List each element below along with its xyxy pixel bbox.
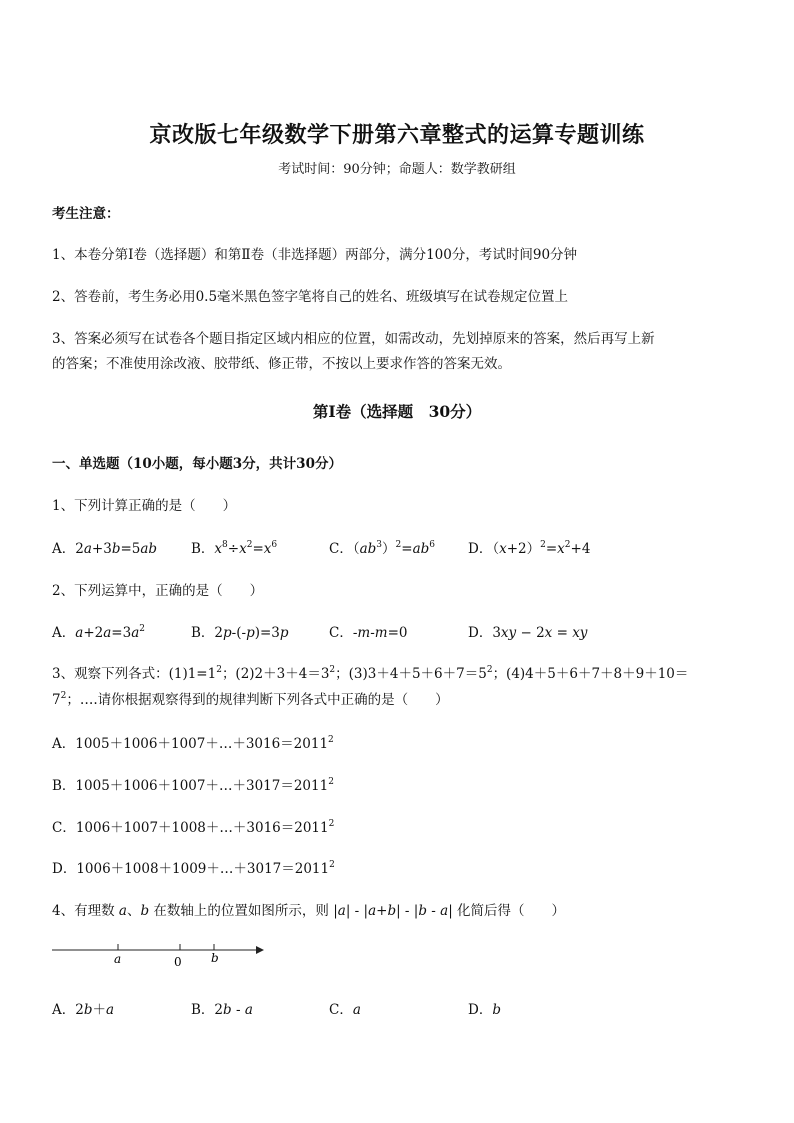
text: =5 [120,541,141,557]
var: xy [500,625,517,641]
q3-option-d[interactable] [52,857,335,877]
text: 3、观察下列各式：(1)1=1 [52,666,217,682]
text: 3 [492,625,501,641]
q4-option-c[interactable] [329,998,361,1018]
label-zero: 0 [174,955,182,969]
text: =0 [387,625,408,641]
text: ＋ [92,1002,106,1018]
var: b [418,903,427,919]
q1-option-d[interactable] [468,537,590,557]
page-subtitle: 考试时间：90分钟；命题人：数学教研组 [278,162,516,177]
notice-item-3-cont: 的答案；不准使用涂改液、胶带纸、修正带，不按以上要求作答的答案无效。 [52,356,511,372]
label-a: a [114,952,122,966]
var: p [246,625,255,641]
exponent: 2 [540,540,546,550]
text: B．2 [191,1002,224,1018]
text: | - | [345,903,369,919]
exponent: 6 [271,540,278,550]
text: = [545,541,558,557]
var: a [118,903,127,919]
var: x [263,541,272,557]
text: +2 [83,625,104,641]
q3-option-c[interactable] [52,816,334,836]
text: A．1005＋1006＋1007＋…＋3016＝2011 [52,736,329,752]
text: − 2 [516,625,545,641]
var: a [75,625,84,641]
exponent: 2 [395,540,402,550]
text: ；(2)2＋3＋4＝3 [221,666,330,682]
q3-stem-line1 [52,662,688,682]
part-title: 一、单选题（10小题，每小题3分，共计30分） [52,456,342,472]
var: b [223,1002,232,1018]
text: D． [468,625,493,641]
exponent: 2 [564,540,571,550]
exponent: 2 [328,735,334,745]
q1-option-c[interactable] [329,537,435,557]
q3-stem-line2 [52,688,449,708]
exponent: 2 [246,540,253,550]
q2-option-b[interactable] [191,621,289,641]
q1-option-a[interactable] [52,537,157,557]
text: C．（ [329,541,360,557]
text: ；(4)4＋5＋6＋7＋8＋9＋10＝ [492,666,689,682]
text: +3 [91,541,112,557]
text: 4、有理数 [52,903,119,919]
text: +2） [506,541,541,557]
text: -(- [231,625,247,641]
notice-heading: 考生注意： [52,206,120,222]
var: a [440,903,449,919]
var: m [357,625,371,641]
text: A．2 [52,541,84,557]
label-b: b [211,951,219,965]
text: C．- [329,625,358,641]
text: = [552,625,573,641]
var: m [374,625,388,641]
var: a [352,1002,361,1018]
text: 在数轴上的位置如图所示，则 | [149,903,338,919]
text: ） [382,541,396,557]
q2-option-d[interactable] [468,621,587,641]
exponent: 2 [60,691,67,701]
var: b [492,1002,501,1018]
text: | 化简后得（ ） [448,903,566,919]
text: ÷ [227,541,240,557]
text: = [252,541,264,557]
text: D．（ [468,541,500,557]
q4-stem [52,899,565,919]
text: 7 [52,692,61,708]
text: = [401,541,413,557]
exponent: 2 [329,860,335,870]
text: =3 [111,625,132,641]
exponent: 6 [429,540,436,550]
q2-option-a[interactable] [52,621,145,641]
var: a [83,541,92,557]
var: ab [140,541,158,557]
text: - [231,1002,245,1018]
number-line-figure [52,938,272,972]
q3-option-a[interactable] [52,732,334,752]
var: x [499,541,507,557]
text: ；….请你根据观察得到的规律判断下列各式中正确的是（ ） [66,692,449,708]
number-line-arrow [256,946,264,954]
text: - [370,625,375,641]
section-title: 第Ⅰ卷（选择题 30分） [312,402,482,421]
var: b [387,903,397,919]
q4-option-d[interactable] [468,998,501,1018]
text: C． [329,1002,353,1018]
text: D． [468,1002,493,1018]
exponent: 3 [376,540,383,550]
page-title: 京改版七年级数学下册第六章整式的运算专题训练 [149,122,645,148]
var: p [279,625,289,641]
exponent: 2 [486,665,493,675]
text: + [376,903,388,919]
var: b [83,1002,93,1018]
text: ；(3)3＋4＋5＋6＋7＝5 [335,666,487,682]
text: - [427,903,441,919]
var: a [103,625,112,641]
text: B．1005＋1006＋1007＋…＋3017＝2011 [52,778,329,794]
text: D．1006＋1008＋1009＋…＋3017＝2011 [52,861,330,877]
text: )=3 [254,625,280,641]
q3-option-b[interactable] [52,774,334,794]
var: b [140,903,150,919]
exponent: 8 [222,540,228,550]
text: | - | [396,903,419,919]
notice-item-1: 1、本卷分第Ⅰ卷（选择题）和第Ⅱ卷（非选择题）两部分，满分100分，考试时间90分钟 [52,247,578,263]
var: ab [412,541,430,557]
text: B． [191,541,215,557]
text: B．2 [191,625,224,641]
var: a [106,1002,115,1018]
var: x [214,541,223,557]
exponent: 2 [329,665,336,675]
q2-stem: 2、下列运算中，正确的是（ ） [52,583,264,599]
var: a [368,903,377,919]
text: C．1006＋1007＋1008＋…＋3016＝2011 [52,820,329,836]
var: x [557,541,565,557]
var: ab [359,541,377,557]
q1-option-b[interactable] [191,537,277,557]
q2-option-c[interactable] [329,621,408,641]
q1-stem: 1、下列计算正确的是（ ） [52,498,237,514]
var: b [111,541,121,557]
var: xy [572,625,588,641]
exponent: 2 [328,777,334,787]
text: A． [52,625,76,641]
notice-item-3: 3、答案必须写在试卷各个题目指定区域内相应的位置，如需改动，先划掉原来的答案，然后再写上新 [52,331,655,347]
notice-item-2: 2、答卷前，考生务必用0.5毫米黑色签字笔将自己的姓名、班级填写在试卷规定位置上 [52,289,569,305]
q4-option-a[interactable] [52,998,114,1018]
exponent: 2 [216,665,222,675]
text: A．2 [52,1002,84,1018]
text: 、 [126,903,141,919]
exponent: 2 [328,819,335,829]
var: p [223,625,232,641]
var: a [131,625,140,641]
var: a [337,903,346,919]
var: x [239,541,247,557]
var: x [544,625,553,641]
text: +4 [570,541,591,557]
exponent: 2 [139,624,145,634]
q4-option-b[interactable] [191,998,253,1018]
var: a [244,1002,253,1018]
